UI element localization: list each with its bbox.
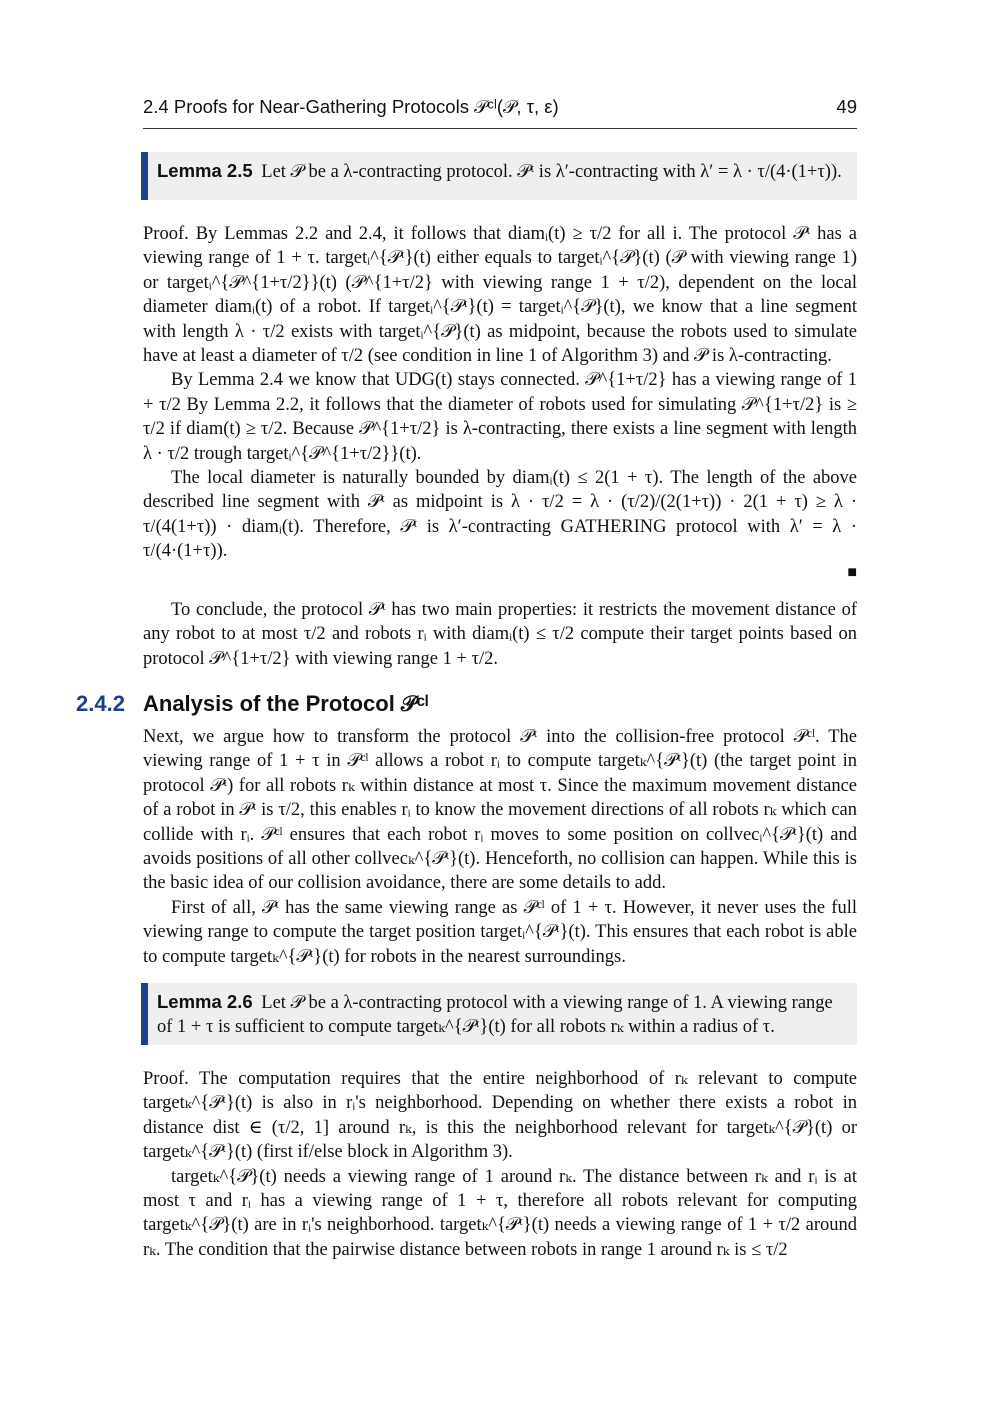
lemma-2-6-box bbox=[141, 983, 857, 1045]
lemma-text: Let 𝒫 be a λ-contracting protocol. 𝒫ᵗ is λ′-contracting with λ′ = λ · τ/(4·(1+τ)). bbox=[261, 162, 842, 182]
qed-mark: ■ bbox=[847, 563, 857, 581]
proof-paragraph: Proof. By Lemmas 2.2 and 2.4, it follows that diamᵢ(t) ≥ τ/2 for all i. The protocol 𝒫ᵗ has a viewing range of 1 + τ. targetᵢ^{𝒫ᵗ}(t) either equals to targetᵢ^{𝒫}(t) (𝒫 with viewing range 1) or targetᵢ^{𝒫^{1+τ/2}}(t) (𝒫^{1+τ/2} with viewing range 1 + τ/2), dependent on the local diameter diamᵢ(t) of a robot. If targetᵢ^{𝒫ᵗ}(t) = targetᵢ^{𝒫}(t), we know that a line segment with length λ · τ/2 exists with targetᵢ^{𝒫}(t) as midpoint, because the robots used to simulate have at least a diameter of τ/2 (see condition in line 1 of Algorithm 3) and 𝒫 is λ-contracting. bbox=[143, 224, 857, 367]
section-heading bbox=[76, 690, 857, 717]
body-paragraph: Next, we argue how to transform the protocol 𝒫ᵗ into the collision-free protocol 𝒫ᶜˡ. The viewing range of 1 + τ in 𝒫ᶜˡ allows a robot rᵢ to compute targetₖ^{𝒫ᵗ}(t) (the target point in protocol 𝒫ᵗ) for all robots rₖ within distance at most τ. Since the maximum movement distance of a robot in 𝒫ᵗ is τ/2, this enables rᵢ to know the movement directions of all robots rₖ which can collide with rᵢ. 𝒫ᶜˡ ensures that each robot rᵢ moves to some position on collvecᵢ^{𝒫ᵗ}(t) and avoids positions of all other collvecₖ^{𝒫ᵗ}(t). Henceforth, no collision can happen. While this is the basic idea of our collision avoidance, there are some details to add. bbox=[143, 726, 857, 894]
body-paragraph: First of all, 𝒫ᵗ has the same viewing range as 𝒫ᶜˡ of 1 + τ. However, it never uses the full viewing range to compute the target position targetᵢ^{𝒫ᵗ}(t). This ensures that each robot is able to compute targetₖ^{𝒫ᵗ}(t) for robots in the nearest surroundings. bbox=[143, 897, 857, 967]
page bbox=[76, 96, 857, 1262]
proof-paragraph: Proof. The computation requires that the entire neighborhood of rₖ relevant to compute targetₖ^{𝒫ᵗ}(t) is also in rᵢ's neighborhood. Depending on whether there exists a robot in distance dist ∈ (τ/2, 1] around rₖ, is this the neighborhood relevant for targetₖ^{𝒫}(t) or targetₖ^{𝒫ᵗ}(t) (first if/else block in Algorithm 3). bbox=[143, 1068, 857, 1163]
proof-paragraph: By Lemma 2.4 we know that UDG(t) stays connected. 𝒫^{1+τ/2} has a viewing range of 1 + τ/2 By Lemma 2.2, it follows that the diameter of robots used for simulating 𝒫^{1+τ/2} is ≥ τ/2 if diam(t) ≥ τ/2. Because 𝒫^{1+τ/2} is λ-contracting, there exists a line segment with length λ · τ/2 trough targetᵢ^{𝒫^{1+τ/2}}(t). bbox=[143, 370, 857, 464]
conclusion-paragraph: To conclude, the protocol 𝒫ᵗ has two main properties: it restricts the movement distance of any robot to at most τ/2 and robots rᵢ with diamᵢ(t) ≤ τ/2 compute their target points based on protocol 𝒫^{1+τ/2} with viewing range 1 + τ/2. bbox=[143, 599, 857, 669]
section-number: 2.4.2 bbox=[76, 690, 125, 716]
lemma-text: Let 𝒫 be a λ-contracting protocol with a viewing range of 1. A viewing range of 1 + τ is sufficient to compute targetₖ^{𝒫ᵗ}(t) for all robots rₖ within a radius of τ. bbox=[157, 992, 833, 1037]
running-header bbox=[143, 96, 857, 129]
page-number: 49 bbox=[836, 96, 857, 117]
lemma-2-5-box bbox=[141, 152, 857, 200]
proof-paragraph: The local diameter is naturally bounded by diamᵢ(t) ≤ 2(1 + τ). The length of the above described line segment with 𝒫ᵗ as midpoint is λ · τ/2 = λ · (τ/2)/(2(1+τ)) · 2(1 + τ) ≥ λ · τ/(4(1+τ)) · diamᵢ(t). Therefore, 𝒫ᵗ is λ′-contracting GATHERING protocol with λ′ = λ · τ/(4·(1+τ)). bbox=[143, 468, 857, 562]
proof-paragraph: targetₖ^{𝒫}(t) needs a viewing range of 1 around rₖ. The distance between rₖ and rᵢ is at most τ and rᵢ has a viewing range of 1 + τ, therefore all robots relevant for computing targetₖ^{𝒫}(t) are in rᵢ's neighborhood. targetₖ^{𝒫ᵗ}(t) needs a viewing range of 1 + τ/2 around rₖ. The condition that the pairwise distance between robots in range 1 around rₖ is ≤ τ/2 bbox=[143, 1166, 857, 1260]
lemma-label: Lemma 2.6 bbox=[157, 990, 253, 1012]
section-title: Analysis of the Protocol 𝒫ᶜˡ bbox=[143, 690, 429, 716]
lemma-label: Lemma 2.5 bbox=[157, 160, 253, 181]
running-title: 2.4 Proofs for Near-Gathering Protocols 𝒫ᶜˡ(𝒫, τ, ε) bbox=[143, 96, 559, 117]
